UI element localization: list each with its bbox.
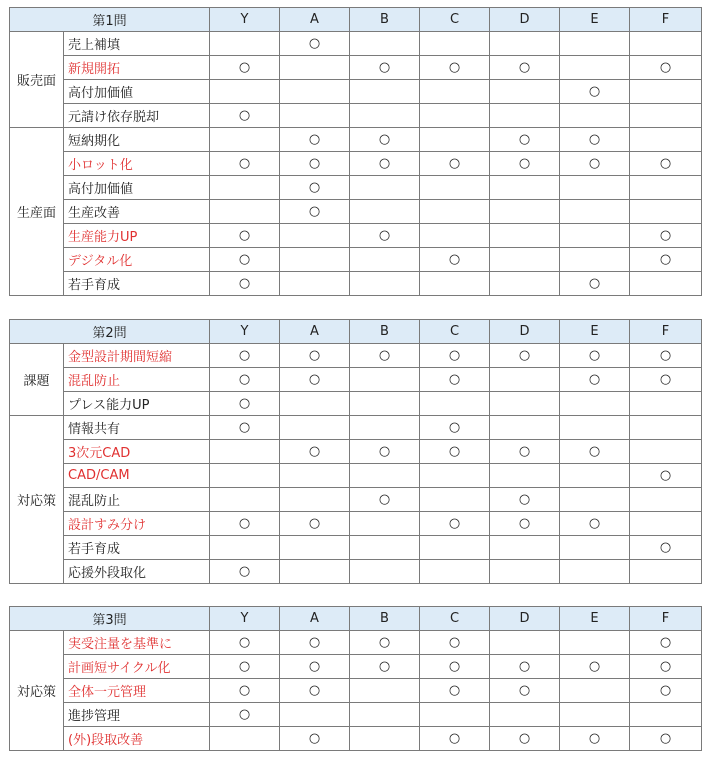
mark-cell-c <box>420 176 490 200</box>
mark-cell-a: ○ <box>280 679 350 703</box>
column-header-y: Y <box>210 8 280 32</box>
mark-cell-f: ○ <box>630 344 702 368</box>
mark-cell-b: ○ <box>350 224 420 248</box>
table-row <box>10 440 702 464</box>
group-label: 対応策 <box>10 631 64 751</box>
column-header-e: E <box>560 607 630 631</box>
mark-cell-a <box>280 464 350 488</box>
table-row <box>10 368 702 392</box>
mark-cell-d <box>490 560 560 584</box>
mark-cell-b <box>350 248 420 272</box>
column-header-y: Y <box>210 607 280 631</box>
mark-cell-y <box>210 440 280 464</box>
table-row <box>10 344 702 368</box>
mark-cell-c: ○ <box>420 248 490 272</box>
mark-cell-f: ○ <box>630 679 702 703</box>
table-row <box>10 56 702 80</box>
table-row <box>10 631 702 655</box>
mark-cell-b: ○ <box>350 344 420 368</box>
mark-cell-d <box>490 368 560 392</box>
mark-cell-y: ○ <box>210 224 280 248</box>
table-row <box>10 224 702 248</box>
mark-cell-y: ○ <box>210 368 280 392</box>
mark-cell-a: ○ <box>280 655 350 679</box>
mark-cell-c <box>420 464 490 488</box>
mark-cell-b <box>350 392 420 416</box>
item-label: 生産能力UP <box>64 224 210 248</box>
item-label: 生産改善 <box>64 200 210 224</box>
mark-cell-y <box>210 176 280 200</box>
column-header-y: Y <box>210 320 280 344</box>
mark-cell-c: ○ <box>420 655 490 679</box>
mark-cell-e: ○ <box>560 152 630 176</box>
item-label: CAD/CAM <box>64 464 210 488</box>
mark-cell-b: ○ <box>350 56 420 80</box>
mark-cell-c: ○ <box>420 631 490 655</box>
mark-cell-f: ○ <box>630 631 702 655</box>
mark-cell-a: ○ <box>280 32 350 56</box>
table-row <box>10 32 702 56</box>
mark-cell-e: ○ <box>560 80 630 104</box>
mark-cell-d: ○ <box>490 488 560 512</box>
item-label: 元請け依存脱却 <box>64 104 210 128</box>
mark-cell-b <box>350 703 420 727</box>
mark-cell-f <box>630 32 702 56</box>
mark-cell-b <box>350 368 420 392</box>
mark-cell-c: ○ <box>420 440 490 464</box>
mark-cell-a <box>280 80 350 104</box>
table-row <box>10 512 702 536</box>
column-header-b: B <box>350 320 420 344</box>
mark-cell-d: ○ <box>490 56 560 80</box>
mark-cell-f: ○ <box>630 248 702 272</box>
mark-cell-a <box>280 416 350 440</box>
mark-cell-e <box>560 200 630 224</box>
mark-cell-y <box>210 536 280 560</box>
mark-cell-f: ○ <box>630 152 702 176</box>
column-header-c: C <box>420 320 490 344</box>
mark-cell-a <box>280 248 350 272</box>
question-3-table <box>9 606 702 751</box>
group-label: 販売面 <box>10 32 64 128</box>
column-header-e: E <box>560 320 630 344</box>
mark-cell-f <box>630 392 702 416</box>
item-label: プレス能力UP <box>64 392 210 416</box>
mark-cell-a <box>280 56 350 80</box>
table-row <box>10 128 702 152</box>
mark-cell-y: ○ <box>210 512 280 536</box>
mark-cell-c: ○ <box>420 416 490 440</box>
mark-cell-d: ○ <box>490 512 560 536</box>
mark-cell-b: ○ <box>350 152 420 176</box>
mark-cell-f <box>630 80 702 104</box>
mark-cell-y: ○ <box>210 631 280 655</box>
item-label: デジタル化 <box>64 248 210 272</box>
mark-cell-b: ○ <box>350 128 420 152</box>
item-label: 3次元CAD <box>64 440 210 464</box>
mark-cell-d <box>490 176 560 200</box>
column-header-a: A <box>280 8 350 32</box>
mark-cell-e <box>560 488 630 512</box>
mark-cell-a <box>280 488 350 512</box>
mark-cell-c <box>420 80 490 104</box>
mark-cell-f: ○ <box>630 56 702 80</box>
item-label: 設計すみ分け <box>64 512 210 536</box>
mark-cell-c <box>420 536 490 560</box>
mark-cell-b <box>350 80 420 104</box>
mark-cell-b: ○ <box>350 488 420 512</box>
column-header-f: F <box>630 8 702 32</box>
mark-cell-d <box>490 631 560 655</box>
item-label: 応援外段取化 <box>64 560 210 584</box>
item-label: 情報共有 <box>64 416 210 440</box>
column-header-e: E <box>560 8 630 32</box>
mark-cell-y: ○ <box>210 104 280 128</box>
mark-cell-a <box>280 392 350 416</box>
mark-cell-e <box>560 416 630 440</box>
mark-cell-b <box>350 416 420 440</box>
mark-cell-y: ○ <box>210 416 280 440</box>
column-header-f: F <box>630 320 702 344</box>
mark-cell-y <box>210 200 280 224</box>
item-label: 新規開拓 <box>64 56 210 80</box>
item-label: 若手育成 <box>64 536 210 560</box>
table-row <box>10 536 702 560</box>
mark-cell-f <box>630 488 702 512</box>
mark-cell-f <box>630 512 702 536</box>
mark-cell-y: ○ <box>210 152 280 176</box>
mark-cell-e: ○ <box>560 655 630 679</box>
mark-cell-c <box>420 104 490 128</box>
item-label: 売上補填 <box>64 32 210 56</box>
mark-cell-c <box>420 200 490 224</box>
question-1-table <box>9 7 702 296</box>
mark-cell-c <box>420 224 490 248</box>
mark-cell-e <box>560 560 630 584</box>
mark-cell-y <box>210 32 280 56</box>
mark-cell-e <box>560 248 630 272</box>
table-row <box>10 80 702 104</box>
mark-cell-e: ○ <box>560 272 630 296</box>
mark-cell-d: ○ <box>490 152 560 176</box>
mark-cell-c <box>420 32 490 56</box>
mark-cell-y: ○ <box>210 344 280 368</box>
mark-cell-a <box>280 104 350 128</box>
mark-cell-d <box>490 703 560 727</box>
mark-cell-b: ○ <box>350 440 420 464</box>
mark-cell-d <box>490 200 560 224</box>
table-row <box>10 152 702 176</box>
mark-cell-b <box>350 560 420 584</box>
mark-cell-e <box>560 703 630 727</box>
mark-cell-y: ○ <box>210 248 280 272</box>
mark-cell-e <box>560 176 630 200</box>
mark-cell-f <box>630 440 702 464</box>
header-row <box>10 8 702 32</box>
column-header-d: D <box>490 320 560 344</box>
mark-cell-c: ○ <box>420 679 490 703</box>
table-row <box>10 560 702 584</box>
mark-cell-a <box>280 560 350 584</box>
column-header-b: B <box>350 8 420 32</box>
mark-cell-e <box>560 464 630 488</box>
mark-cell-a: ○ <box>280 200 350 224</box>
mark-cell-a <box>280 536 350 560</box>
mark-cell-f: ○ <box>630 655 702 679</box>
mark-cell-y: ○ <box>210 560 280 584</box>
mark-cell-e <box>560 392 630 416</box>
mark-cell-e <box>560 631 630 655</box>
mark-cell-c: ○ <box>420 727 490 751</box>
mark-cell-c <box>420 488 490 512</box>
question-title: 第3問 <box>10 607 210 631</box>
column-header-f: F <box>630 607 702 631</box>
mark-cell-e <box>560 56 630 80</box>
mark-cell-d: ○ <box>490 655 560 679</box>
mark-cell-y <box>210 80 280 104</box>
mark-cell-b: ○ <box>350 631 420 655</box>
mark-cell-d <box>490 272 560 296</box>
mark-cell-b <box>350 200 420 224</box>
mark-cell-f <box>630 128 702 152</box>
mark-cell-f: ○ <box>630 368 702 392</box>
mark-cell-d: ○ <box>490 344 560 368</box>
item-label: 高付加価値 <box>64 80 210 104</box>
mark-cell-d <box>490 248 560 272</box>
mark-cell-d <box>490 104 560 128</box>
mark-cell-d <box>490 392 560 416</box>
mark-cell-y <box>210 488 280 512</box>
mark-cell-e <box>560 32 630 56</box>
mark-cell-y <box>210 128 280 152</box>
mark-cell-b <box>350 536 420 560</box>
mark-cell-c <box>420 272 490 296</box>
mark-cell-a <box>280 224 350 248</box>
question-2-table <box>9 319 702 584</box>
item-label: (外)段取改善 <box>64 727 210 751</box>
mark-cell-c: ○ <box>420 344 490 368</box>
item-label: 高付加価値 <box>64 176 210 200</box>
mark-cell-f: ○ <box>630 224 702 248</box>
mark-cell-b <box>350 104 420 128</box>
mark-cell-c: ○ <box>420 56 490 80</box>
mark-cell-y <box>210 727 280 751</box>
item-label: 計画短サイクル化 <box>64 655 210 679</box>
item-label: 混乱防止 <box>64 488 210 512</box>
mark-cell-b <box>350 176 420 200</box>
mark-cell-f <box>630 104 702 128</box>
mark-cell-e: ○ <box>560 344 630 368</box>
mark-cell-c: ○ <box>420 152 490 176</box>
mark-cell-f <box>630 176 702 200</box>
table-row <box>10 272 702 296</box>
header-row <box>10 320 702 344</box>
item-label: 進捗管理 <box>64 703 210 727</box>
mark-cell-y: ○ <box>210 679 280 703</box>
table-row <box>10 727 702 751</box>
column-header-c: C <box>420 8 490 32</box>
mark-cell-f <box>630 272 702 296</box>
mark-cell-e: ○ <box>560 727 630 751</box>
mark-cell-a: ○ <box>280 176 350 200</box>
mark-cell-d <box>490 536 560 560</box>
mark-cell-e: ○ <box>560 512 630 536</box>
item-label: 金型設計期間短縮 <box>64 344 210 368</box>
question-title: 第1問 <box>10 8 210 32</box>
mark-cell-b <box>350 32 420 56</box>
mark-cell-a: ○ <box>280 727 350 751</box>
mark-cell-y: ○ <box>210 56 280 80</box>
table-row <box>10 248 702 272</box>
mark-cell-y: ○ <box>210 703 280 727</box>
mark-cell-d: ○ <box>490 679 560 703</box>
item-label: 若手育成 <box>64 272 210 296</box>
mark-cell-e: ○ <box>560 128 630 152</box>
table-row <box>10 176 702 200</box>
column-header-b: B <box>350 607 420 631</box>
mark-cell-d <box>490 416 560 440</box>
mark-cell-e <box>560 679 630 703</box>
column-header-d: D <box>490 8 560 32</box>
mark-cell-y: ○ <box>210 655 280 679</box>
mark-cell-a: ○ <box>280 152 350 176</box>
mark-cell-c <box>420 703 490 727</box>
mark-cell-f <box>630 200 702 224</box>
mark-cell-b <box>350 727 420 751</box>
group-label: 生産面 <box>10 128 64 296</box>
mark-cell-e <box>560 536 630 560</box>
header-row <box>10 607 702 631</box>
mark-cell-b <box>350 679 420 703</box>
column-header-d: D <box>490 607 560 631</box>
mark-cell-a <box>280 703 350 727</box>
mark-cell-d: ○ <box>490 128 560 152</box>
mark-cell-y: ○ <box>210 272 280 296</box>
table-row <box>10 464 702 488</box>
table-row <box>10 392 702 416</box>
table-row <box>10 679 702 703</box>
question-title: 第2問 <box>10 320 210 344</box>
mark-cell-a <box>280 272 350 296</box>
mark-cell-b <box>350 272 420 296</box>
group-label: 課題 <box>10 344 64 416</box>
mark-cell-a: ○ <box>280 512 350 536</box>
mark-cell-d: ○ <box>490 727 560 751</box>
mark-cell-d: ○ <box>490 440 560 464</box>
mark-cell-c: ○ <box>420 368 490 392</box>
mark-cell-a: ○ <box>280 128 350 152</box>
item-label: 実受注量を基準に <box>64 631 210 655</box>
mark-cell-f: ○ <box>630 464 702 488</box>
table-row <box>10 488 702 512</box>
column-header-c: C <box>420 607 490 631</box>
table-row <box>10 104 702 128</box>
mark-cell-f: ○ <box>630 536 702 560</box>
mark-cell-c <box>420 128 490 152</box>
mark-cell-y <box>210 464 280 488</box>
mark-cell-e <box>560 104 630 128</box>
mark-cell-a: ○ <box>280 631 350 655</box>
mark-cell-d <box>490 80 560 104</box>
mark-cell-e: ○ <box>560 368 630 392</box>
mark-cell-f <box>630 703 702 727</box>
mark-cell-a: ○ <box>280 440 350 464</box>
item-label: 全体一元管理 <box>64 679 210 703</box>
mark-cell-c <box>420 560 490 584</box>
table-row <box>10 655 702 679</box>
mark-cell-a: ○ <box>280 344 350 368</box>
table-row <box>10 200 702 224</box>
item-label: 短納期化 <box>64 128 210 152</box>
column-header-a: A <box>280 320 350 344</box>
mark-cell-b: ○ <box>350 655 420 679</box>
group-label: 対応策 <box>10 416 64 584</box>
item-label: 小ロット化 <box>64 152 210 176</box>
mark-cell-f <box>630 416 702 440</box>
mark-cell-b <box>350 512 420 536</box>
column-header-a: A <box>280 607 350 631</box>
mark-cell-b <box>350 464 420 488</box>
mark-cell-d <box>490 32 560 56</box>
mark-cell-d <box>490 464 560 488</box>
mark-cell-e: ○ <box>560 440 630 464</box>
mark-cell-f <box>630 560 702 584</box>
mark-cell-c: ○ <box>420 512 490 536</box>
mark-cell-y: ○ <box>210 392 280 416</box>
mark-cell-a: ○ <box>280 368 350 392</box>
table-row <box>10 416 702 440</box>
mark-cell-c <box>420 392 490 416</box>
mark-cell-f: ○ <box>630 727 702 751</box>
table-row <box>10 703 702 727</box>
item-label: 混乱防止 <box>64 368 210 392</box>
mark-cell-d <box>490 224 560 248</box>
mark-cell-e <box>560 224 630 248</box>
